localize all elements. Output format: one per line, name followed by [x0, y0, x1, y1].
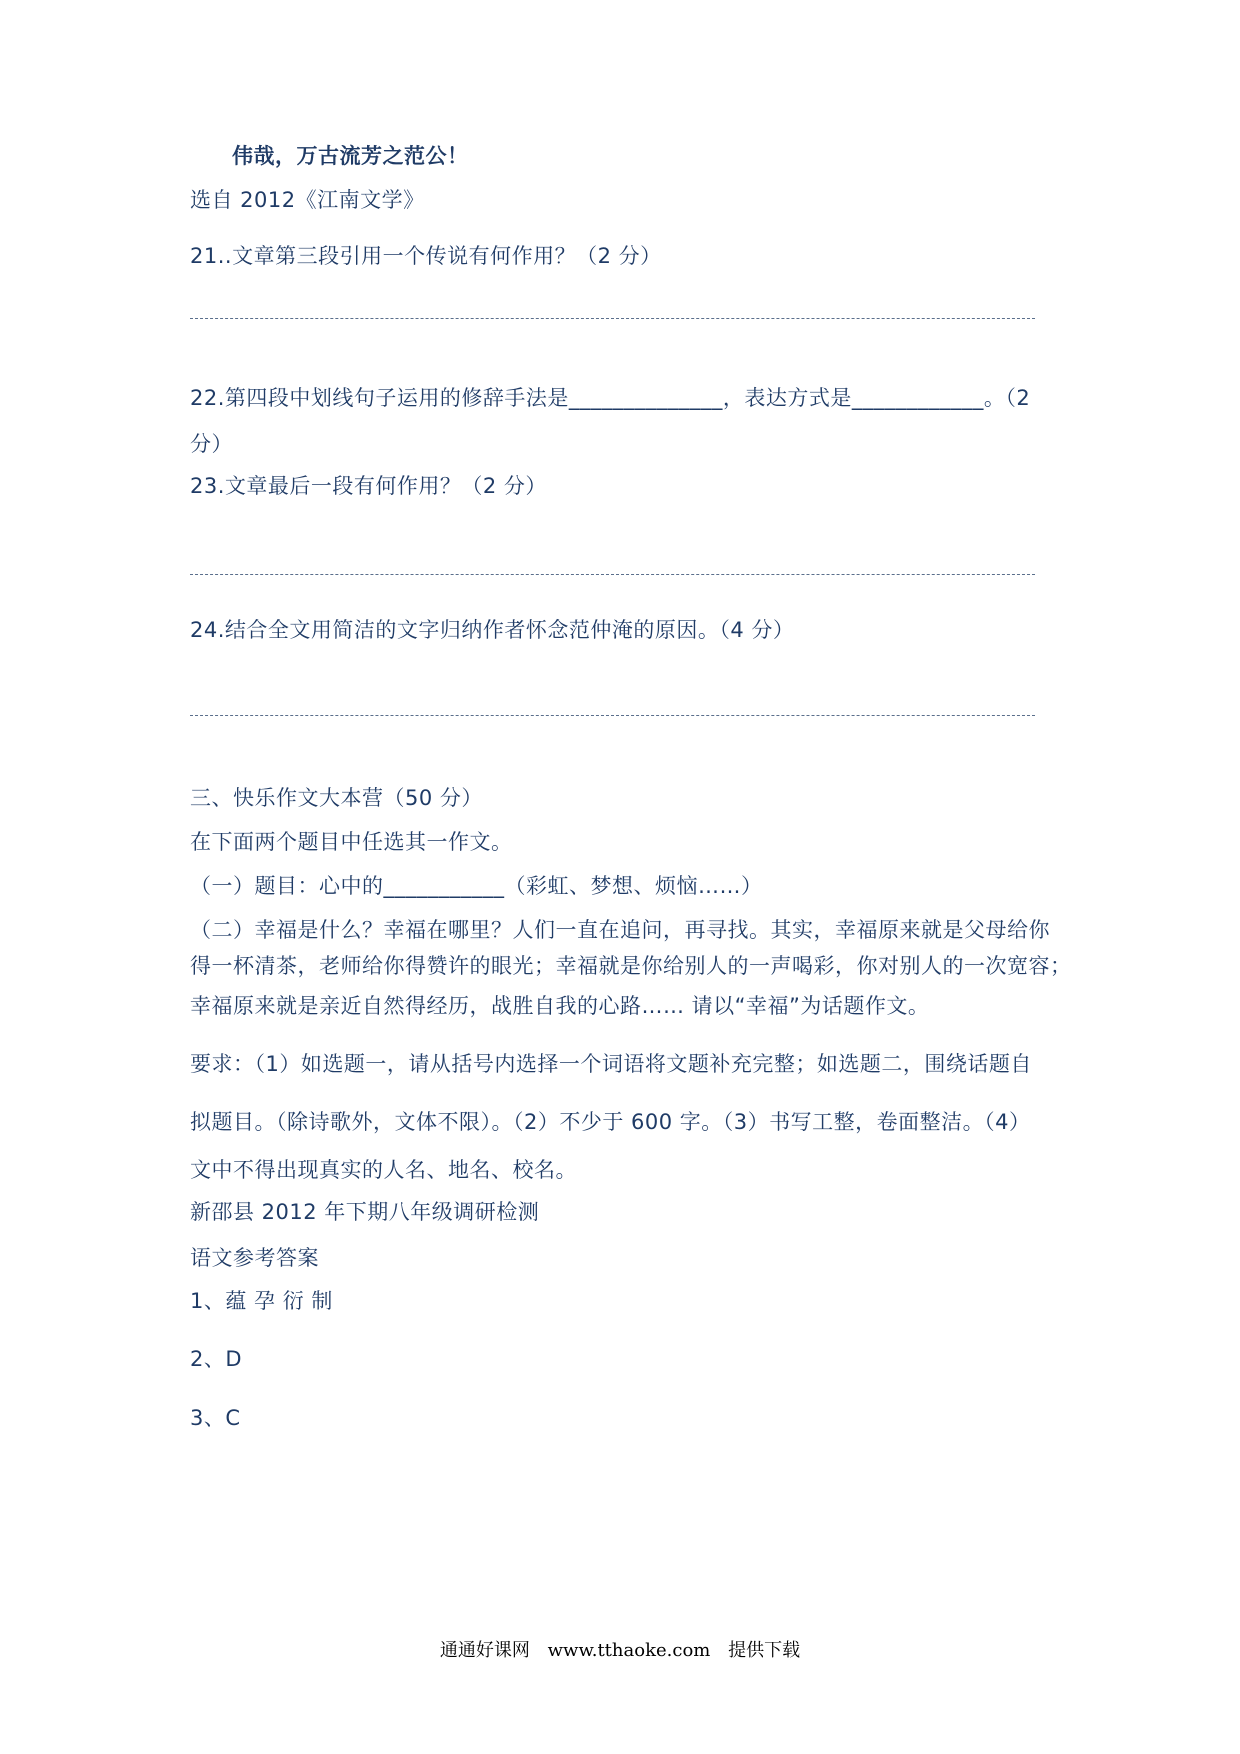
question-22-cont: 分） — [190, 432, 233, 456]
answer-line-23 — [190, 574, 1035, 575]
question-21: 21..文章第三段引用一个传说有何作用？（2 分） — [190, 244, 662, 268]
footer-url[interactable]: www.tthaoke.com — [547, 1640, 711, 1661]
answer-line-21 — [190, 318, 1035, 319]
question-24: 24.结合全文用简洁的文字归纳作者怀念范仲淹的原因。（4 分） — [190, 618, 795, 642]
source-line: 选自 2012《江南文学》 — [190, 188, 425, 212]
answer-key-subtitle: 语文参考答案 — [190, 1246, 319, 1270]
choose-prompt: 在下面两个题目中任选其一作文。 — [190, 830, 513, 854]
answer-line-24 — [190, 715, 1035, 716]
section-3-heading: 三、快乐作文大本营（50 分） — [190, 786, 483, 810]
page-footer — [0, 1636, 1240, 1662]
requirements-line-3: 文中不得出现真实的人名、地名、校名。 — [190, 1158, 577, 1182]
answer-3: 3、C — [190, 1406, 241, 1430]
answer-2: 2、D — [190, 1347, 243, 1371]
requirements-line-1: 要求：（1）如选题一，请从括号内选择一个词语将文题补充完整；如选题二，围绕话题自 — [190, 1052, 1032, 1076]
answer-key-title: 新邵县 2012 年下期八年级调研检测 — [190, 1200, 540, 1224]
answer-1: 1、蕴 孕 衍 制 — [190, 1289, 333, 1313]
question-22: 22.第四段中划线句子运用的修辞手法是______________，表达方式是____________。（2 — [190, 386, 1031, 410]
closing-line: 伟哉，万古流芳之范公！ — [232, 144, 469, 168]
footer-action: 提供下载 — [728, 1640, 801, 1661]
requirements-line-2: 拟题目。（除诗歌外，文体不限）。（2）不少于 600 字。（3）书写工整，卷面整洁。（4） — [190, 1110, 1031, 1134]
topic-2-line-3: 幸福原来就是亲近自然得经历，战胜自我的心路…… 请以“幸福”为话题作文。 — [190, 994, 930, 1018]
topic-2-line-1: （二）幸福是什么？幸福在哪里？人们一直在追问，再寻找。其实，幸福原来就是父母给你 — [190, 918, 1050, 942]
footer-site-name: 通通好课网 — [439, 1640, 530, 1661]
topic-2-line-2: 得一杯清茶，老师给你得赞许的眼光；幸福就是你给别人的一声喝彩，你对别人的一次宽容； — [190, 954, 1072, 978]
question-23: 23.文章最后一段有何作用？（2 分） — [190, 474, 547, 498]
topic-1: （一）题目：心中的___________（彩虹、梦想、烦恼……） — [190, 874, 763, 898]
